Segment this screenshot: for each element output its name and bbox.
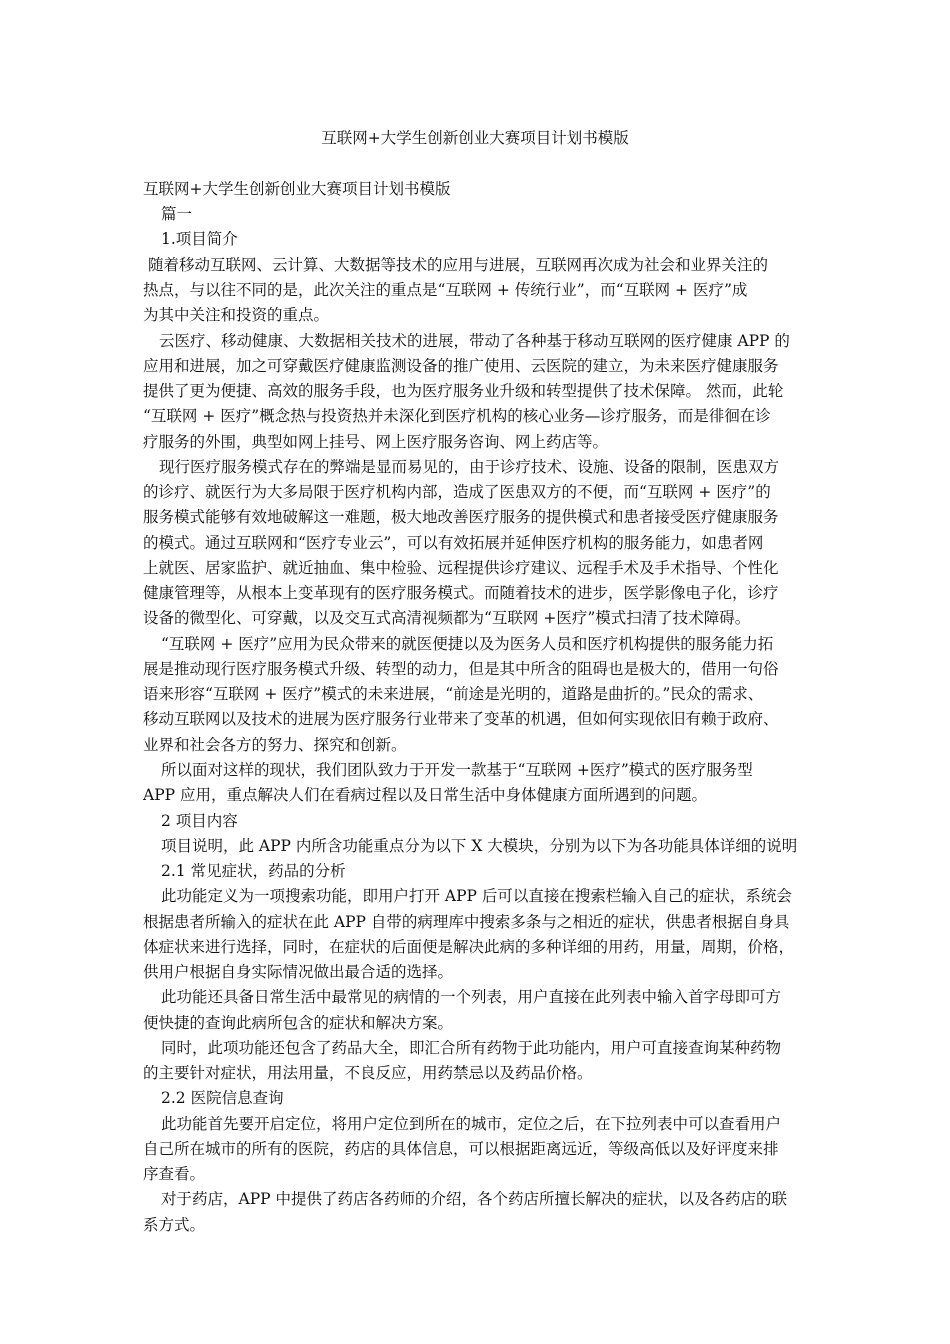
paragraph-line: 现行医疗服务模式存在的弊端是显而易见的，由于诊疗技术、设施、设备的限制，医患双方	[159, 458, 780, 476]
paragraph-line: 移动互联网以及技术的进展为医疗服务行业带来了变革的机遇，但如何实现依旧有赖于政府、	[143, 710, 779, 728]
paragraph-line: 随着移动互联网、云计算、大数据等技术的应用与进展，互联网再次成为社会和业界关注的	[148, 256, 769, 274]
paragraph-line: “互联网 + 医疗”应用为民众带来的就医便捷以及为医务人员和医疗机构提供的服务能力拓	[161, 635, 774, 653]
paragraph-line: 自己所在城市的所有的医院，药店的具体信息，可以根据距离远近，等级高低以及好评度来排	[143, 1140, 779, 1158]
paragraph-line: 的诊疗、就医行为大多局限于医疗机构内部，造成了医患双方的不便，而“互联网 + 医疗”的	[143, 483, 771, 501]
paragraph-line: 项目说明，此 APP 内所含功能重点分为以下 X 大模块，分别为以下为各功能具体详细的说明	[161, 837, 798, 855]
paragraph-line: 根据患者所输入的症状在此 APP 自带的病理库中搜索多条与之相近的症状，供患者根据自身具	[143, 913, 790, 931]
subsection-heading: 2.2 医院信息查询	[161, 1089, 284, 1107]
paragraph-line: 应用和进展，加之可穿戴医疗健康监测设备的推广使用、云医院的建立，为未来医疗健康服务	[143, 357, 779, 375]
paragraph-line: 序查看。	[143, 1165, 206, 1183]
paragraph-line: 此功能定义为一项搜索功能，即用户打开 APP 后可以直接在搜索栏输入自己的症状，系统会	[161, 887, 792, 905]
paragraph-line: APP 应用，重点解决人们在看病过程以及日常生活中身体健康方面所遇到的问题。	[143, 786, 707, 804]
paragraph-line: 体症状来进行选择，同时，在症状的后面便是解决此病的多种详细的用药，用量，周期，价格，	[143, 938, 795, 956]
paragraph-line: 系方式。	[143, 1216, 206, 1234]
subsection-heading: 2.1 常见症状，药品的分析	[161, 862, 346, 880]
section-heading: 2 项目内容	[161, 812, 238, 830]
paragraph-line: 语来形容“互联网 + 医疗”模式的未来进展，“前途是光明的，道路是曲折的。”民众的需求、	[143, 685, 764, 703]
paragraph-line: 此功能还具备日常生活中最常见的病情的一个列表，用户直接在此列表中输入首字母即可方	[161, 988, 782, 1006]
paragraph-line: 服务模式能够有效地破解这一难题，极大地改善医疗服务的提供模式和患者接受医疗健康服务	[143, 508, 779, 526]
paragraph-line: 的主要针对症状，用法用量，不良反应，用药禁忌以及药品价格。	[143, 1064, 593, 1082]
paragraph-line: 对于药店，APP 中提供了药店各药师的介绍，各个药店所擅长解决的症状，以及各药店的联	[161, 1190, 787, 1208]
paragraph-line: 所以面对这样的现状，我们团队致力于开发一款基于“互联网 +医疗”模式的医疗服务型	[161, 761, 753, 779]
section-label: 篇一	[161, 205, 193, 223]
paragraph-line: 展是推动现行医疗服务模式升级、转型的动力，但是其中所含的阻碍也是极大的，借用一句俗	[143, 660, 779, 678]
paragraph-line: 上就医、居家监护、就近抽血、集中检验、远程提供诊疗建议、远程手术及手术指导、个性化	[143, 559, 779, 577]
document-title: 互联网+大学生创新创业大赛项目计划书模版	[321, 129, 629, 147]
paragraph-line: 此功能首先要开启定位，将用户定位到所在的城市，定位之后，在下拉列表中可以查看用户	[161, 1115, 782, 1133]
paragraph-line: 同时，此项功能还包含了药品大全，即汇合所有药物于此功能内，用户可直接查询某种药物	[161, 1039, 782, 1057]
paragraph-line: 为其中关注和投资的重点。	[143, 306, 330, 324]
section-heading: 1.项目简介	[161, 230, 238, 248]
body-heading: 互联网+大学生创新创业大赛项目计划书模版	[143, 180, 451, 198]
paragraph-line: 的模式。通过互联网和“医疗专业云”，可以有效拓展并延伸医疗机构的服务能力，如患者网	[143, 534, 764, 552]
paragraph-line: 业界和社会各方的努力、探究和创新。	[143, 736, 407, 754]
paragraph-line: 热点，与以往不同的是，此次关注的重点是“互联网 + 传统行业”，而“互联网 + 医疗”成	[143, 281, 748, 299]
paragraph-line: 便快捷的查询此病所包含的症状和解决方案。	[143, 1014, 454, 1032]
paragraph-line: 健康管理等，从根本上变革现有的医疗服务模式。而随着技术的进步，医学影像电子化，诊疗	[143, 584, 779, 602]
paragraph-line: 设备的微型化、可穿戴，以及交互式高清视频都为“互联网 +医疗”模式扫清了技术障碍。	[143, 609, 751, 627]
paragraph-line: “互联网 + 医疗”概念热与投资热并未深化到医疗机构的核心业务—诊疗服务，而是徘徊在诊	[143, 407, 771, 425]
paragraph-line: 疗服务的外围，典型如网上挂号、网上医疗服务咨询、网上药店等。	[143, 433, 609, 451]
paragraph-line: 云医疗、移动健康、大数据相关技术的进展，带动了各种基于移动互联网的医疗健康 APP 的	[159, 332, 790, 350]
paragraph-line: 供用户根据自身实际情况做出最合适的选择。	[143, 963, 454, 981]
paragraph-line: 提供了更为便捷、高效的服务手段，也为医疗服务业升级和转型提供了技术保障。 然而，此轮	[143, 382, 784, 400]
